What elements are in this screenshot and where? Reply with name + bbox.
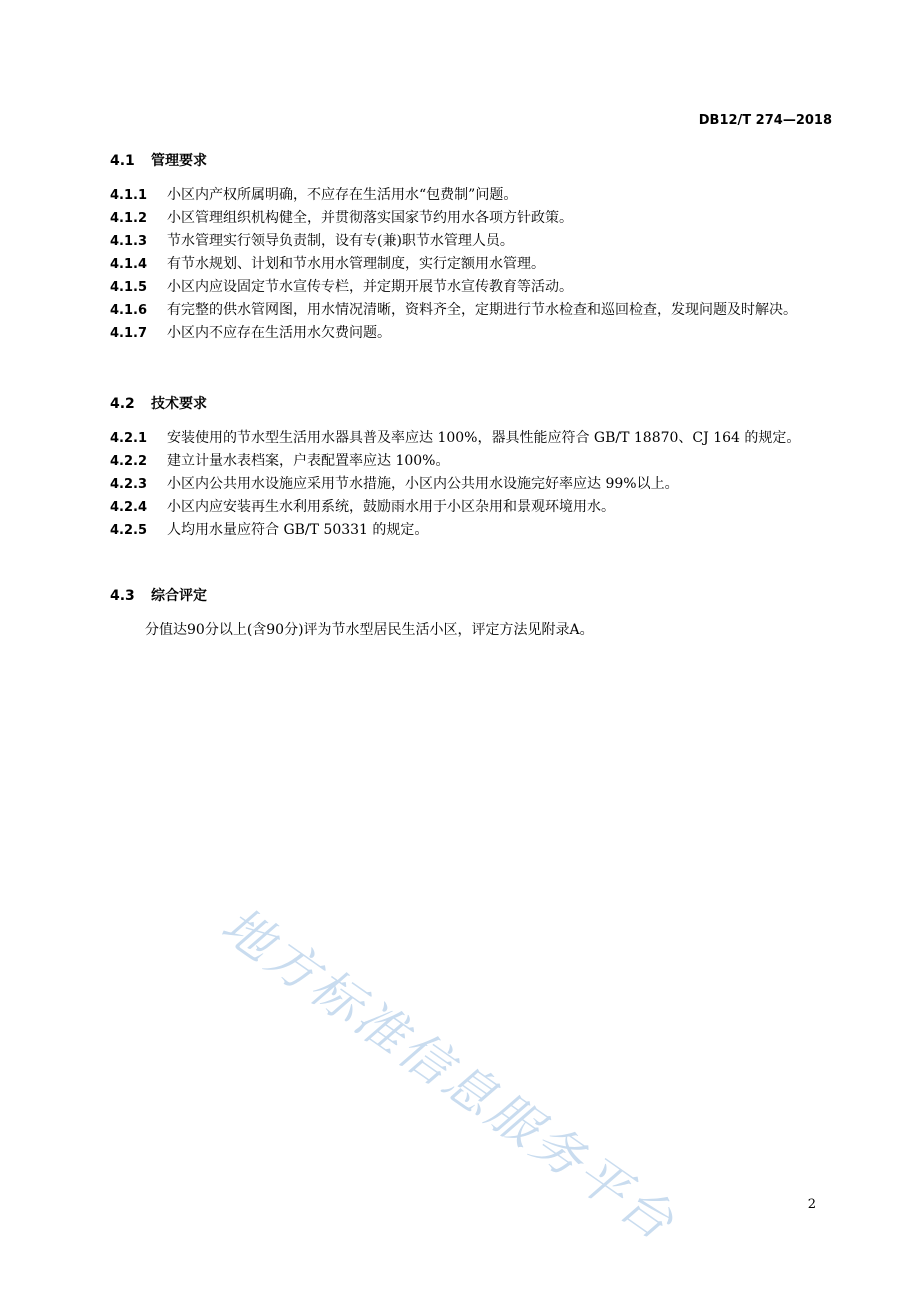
section-number: 4.3: [110, 588, 135, 604]
evaluation-paragraph: 分值达90分以上(含90分)评为节水型居民生活小区，评定方法见附录A。: [145, 622, 594, 638]
clause-4-1-2: 4.1.2 小区管理组织机构健全，并贯彻落实国家节约用水各项方针政策。: [110, 210, 573, 226]
section-4-1: [110, 150, 832, 345]
clause-4-2-4: 4.2.4 小区内应安装再生水利用系统，鼓励雨水用于小区杂用和景观环境用水。: [110, 499, 615, 515]
watermark: 地方标准信息服务平台: [211, 895, 687, 1253]
clause-4-1-5: 4.1.5 小区内应设固定节水宣传专栏，并定期开展节水宣传教育等活动。: [110, 279, 573, 295]
clause-4-1-4: 4.1.4 有节水规划、计划和节水用水管理制度，实行定额用水管理。: [110, 256, 545, 272]
clause-4-2-2: 4.2.2 建立计量水表档案，户表配置率应达 100%。: [110, 453, 450, 469]
clause-4-1-3: 4.1.3 节水管理实行领导负责制，设有专(兼)职节水管理人员。: [110, 233, 514, 249]
clause-4-1-7: 4.1.7 小区内不应存在生活用水欠费问题。: [110, 325, 391, 341]
section-title: [110, 150, 832, 170]
clause-4-1-1: 4.1.1 小区内产权所属明确，不应存在生活用水“包费制”问题。: [110, 187, 518, 203]
clause-4-2-5: 4.2.5 人均用水量应符合 GB/T 50331 的规定。: [110, 522, 429, 538]
section-heading: 管理要求: [151, 153, 207, 169]
section-title: [110, 585, 832, 605]
section-number: 4.1: [110, 153, 135, 169]
section-title: [110, 393, 832, 413]
page-number: 2: [807, 1197, 816, 1212]
section-heading: 技术要求: [151, 396, 207, 412]
section-heading: 综合评定: [151, 588, 207, 604]
clause-4-1-6: 4.1.6 有完整的供水管网图，用水情况清晰，资料齐全，定期进行节水检查和巡回检查，发现问题及时解决。: [110, 302, 797, 318]
clause-4-2-1: 4.2.1 安装使用的节水型生活用水器具普及率应达 100%，器具性能应符合 GB/T 18870、CJ 164 的规定。: [110, 430, 801, 446]
document-code: DB12/T 274—2018: [698, 113, 832, 128]
section-4-3: [110, 585, 832, 639]
clause-4-2-3: 4.2.3 小区内公共用水设施应采用节水措施，小区内公共用水设施完好率应达 99%以上。: [110, 476, 679, 492]
section-4-2: [110, 393, 832, 542]
section-number: 4.2: [110, 396, 135, 412]
